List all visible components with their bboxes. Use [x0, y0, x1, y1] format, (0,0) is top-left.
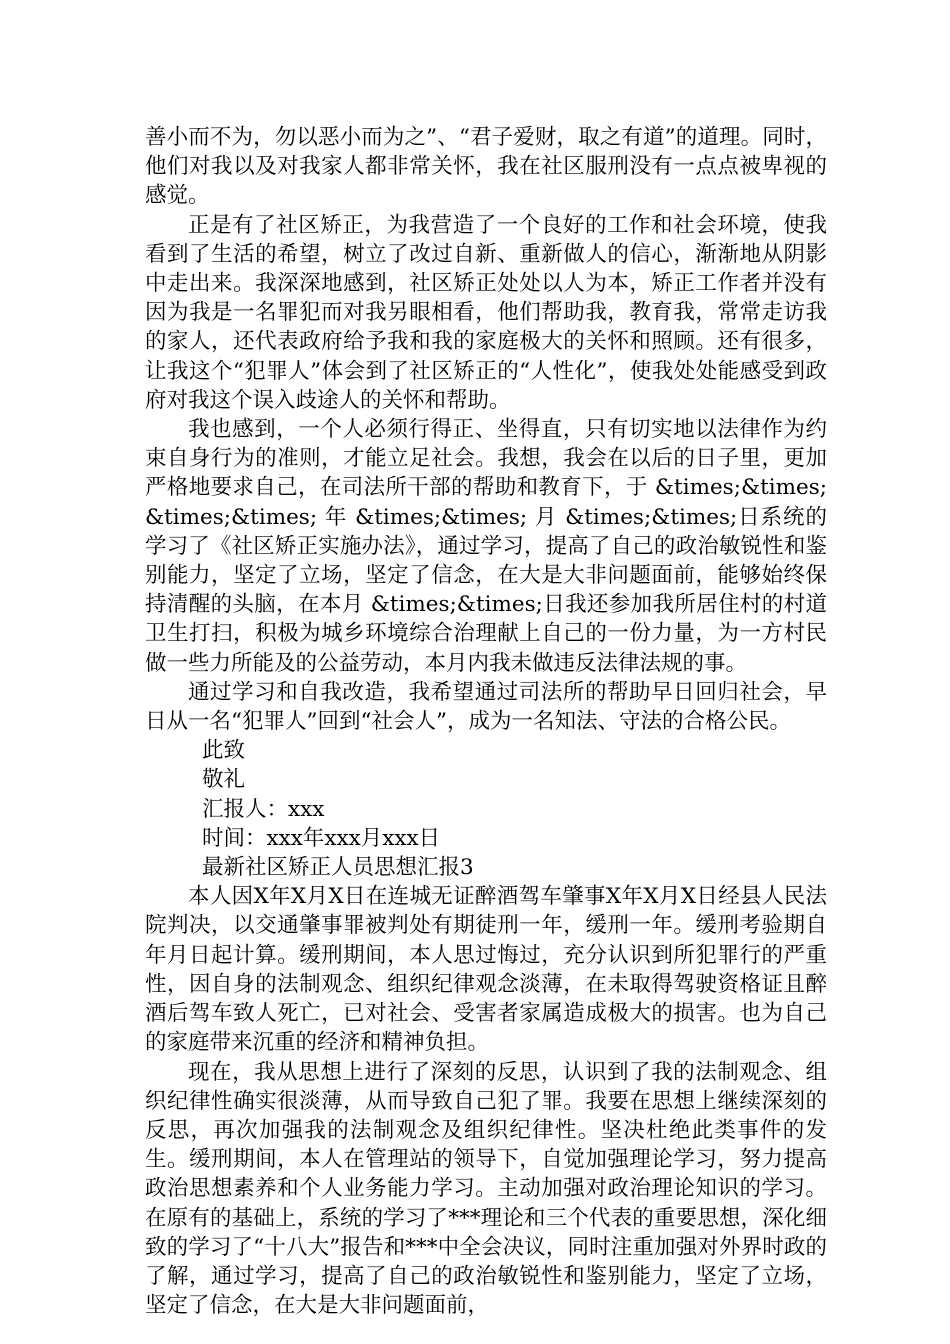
reporter-line: 汇报人：xxx — [201, 796, 325, 822]
paragraph-case-background: 本人因X年X月X日在连城无证醉酒驾车肇事X年X月X日经县人民法院判决，以交通肇事罪被判处有期徒刑一年，缓刑一年。缓刑考验期自年月日起计算。缓刑期间，本人思过悔过，充分认识到所犯罪行的严重性，因自身的法制观念、组织纪律观念淡薄，在未取得驾驶资格证且醉酒后驾车致人死亡，已对社会、受害者家属造成极大的损害。也为自己的家庭带来沉重的经济和精神负担。 — [145, 884, 827, 1056]
document-page — [145, 123, 827, 1320]
paragraph-community-correction: 正是有了社区矫正，为我营造了一个良好的工作和社会环境，使我看到了生活的希望，树立了改过自新、重新做人的信心，渐渐地从阴影中走出来。我深深地感到，社区矫正处处以人为本，矫正工作者并没有因为我是一名罪犯而对我另眼相看，他们帮助我，教育我，常常走访我的家人，还代表政府给予我和我的家庭极大的关怀和照顾。还有很多，让我这个“犯罪人”体会到了社区矫正的“人性化”，使我处处能感受到政府对我这个误入歧途人的关怀和帮助。 — [145, 212, 827, 413]
paragraph-continuation: 善小而不为，勿以恶小而为之”、“君子爱财，取之有道”的道理。同时，他们对我以及对我家人都非常关怀，我在社区服刑没有一点点被卑视的感觉。 — [145, 125, 827, 209]
closing-salutation: 此致 — [201, 738, 245, 764]
paragraph-reflection: 现在，我从思想上进行了深刻的反思，认识到了我的法制观念、组织纪律性确实很淡薄，从而导致自己犯了罪。我要在思想上继续深刻的反思，再次加强我的法制观念及组织纪律性。坚决杜绝此类事件的发生。缓刑期间，本人在管理站的领导下，自觉加强理论学习，努力提高政治思想素养和个人业务能力学习。主动加强对政治理论知识的学习。在原有的基础上，系统的学习了***理论和三个代表的重要思想，深化细致的学习了“十八大”报告和***中全会决议，同时注重加强对外界时政的了解，通过学习，提高了自己的政治敏锐性和鉴别能力，坚定了立场，坚定了信念，在大是大非问题面前， — [145, 1059, 827, 1319]
date-line: 时间：xxx年xxx月xxx日 — [201, 825, 441, 851]
closing-regards: 敬礼 — [201, 767, 245, 793]
paragraph-law-abiding: 我也感到，一个人必须行得正、坐得直，只有切实地以法律作为约束自身行为的准则，才能立足社会。我想，我会在以后的日子里，更加严格地要求自己，在司法所干部的帮助和教育下，于 &times;&times;&times;&times; 年 &times;&times; 月 &times;&times;日系统的学习了《社区矫正实施办法》，通过学习，提高了自己的政治敏锐性和鉴别能力，坚定了立场，坚定了信念，在大是大非问题面前，能够始终保持清醒的头脑，在本月 &times;&times;日我还参加我所居住村的村道卫生打扫，积极为城乡环境综合治理献上自己的一份力量，为一方村民做一些力所能及的公益劳动，本月内我未做违反法律法规的事。 — [145, 417, 827, 676]
report-3-title: 最新社区矫正人员思想汇报3 — [201, 855, 474, 881]
paragraph-reform-hope: 通过学习和自我改造，我希望通过司法所的帮助早日回归社会，早日从一名“犯罪人”回到“社会人”，成为一名知法、守法的合格公民。 — [145, 679, 827, 735]
